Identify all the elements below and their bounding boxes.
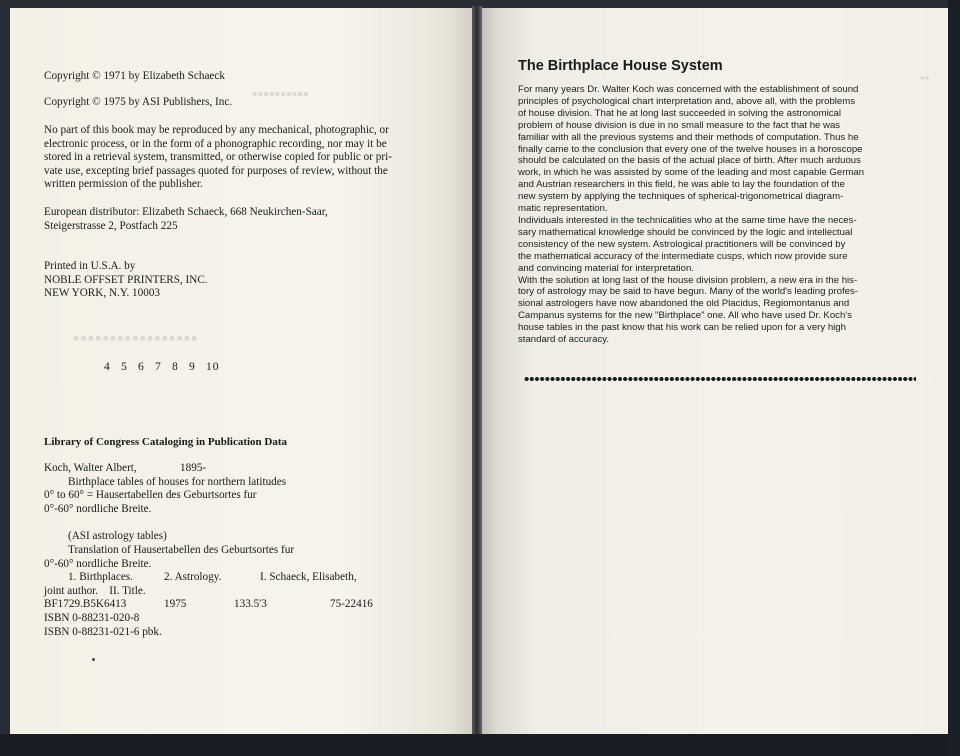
rights-line: stored in a retrieval system, transmitted, or otherwise copied for public or pri-: [44, 151, 392, 164]
cip-heading: Library of Congress Cataloging in Publication Data: [44, 436, 288, 448]
book-gutter: [472, 6, 482, 736]
printing-number: 6: [138, 360, 145, 373]
printing-number: 8: [172, 360, 179, 373]
bottom-edge: [0, 734, 960, 756]
body-line: standard of accuracy.: [518, 334, 610, 346]
body-line: sional astrologers have now abandoned the old Placidus, Regiomontanus and: [518, 298, 850, 310]
body-line: For many years Dr. Walter Koch was concerned with the establishment of sound: [518, 84, 859, 95]
printer-line: Printed in U.S.A. by: [44, 260, 136, 272]
cip-subjects-row: [44, 571, 444, 585]
body-line: should be calculated on the basis of the actual place of birth. After much arduous: [518, 155, 861, 167]
printing-number: 7: [155, 360, 162, 373]
distributor-line: Steigerstrasse 2, Postfach 225: [44, 219, 178, 232]
distributor-block: [44, 206, 436, 233]
cip-translation-line: 0°-60° nordliche Breite.: [44, 557, 152, 570]
cip-year: 1975: [164, 598, 187, 611]
printing-number: 5: [121, 360, 128, 373]
body-line: With the solution at long last of the house division problem, a new era in the his-: [518, 274, 858, 286]
rights-notice: [44, 124, 436, 192]
rights-line: vate use, excepting brief passages quoted for purposes of review, without the: [44, 164, 388, 177]
body-line: tory of astrology may be said to have begun. Many of the world's leading profes-: [518, 286, 858, 298]
cip-title-line: Birthplace tables of houses for northern latitudes: [68, 475, 287, 488]
body-line: principles of psychological chart interpretation and, above all, with the problems: [518, 95, 856, 107]
printing-number: 9: [189, 360, 196, 373]
bleed-through-title: ▪▪▪▪▪▪▪▪▪▪▪▪▪▪▪▪▪: [72, 328, 198, 348]
body-line: work, in which he was assisted by some of the leading and most capable German: [518, 167, 865, 179]
body-line: house tables in the past know that his work can be relied upon for a very high: [518, 322, 846, 334]
cip-subject: 2. Astrology.: [164, 571, 222, 584]
body-line: of house division. That he at long last succeeded in solving the astronomical: [518, 107, 842, 119]
body-line: sary mathematical knowledge should be convinced by the logic and intellectual: [518, 226, 853, 238]
body-text: [518, 84, 916, 346]
printing-number: 10: [206, 360, 220, 373]
dotted-divider: [524, 376, 916, 382]
print-speck: [92, 658, 95, 661]
body-line: the mathematical accuracy of the intermediate cusps, which now provide sure: [518, 250, 848, 262]
body-line: familiar with all the previous systems and their methods of computation. Thus he: [518, 131, 859, 143]
copyright-line-1971: Copyright © 1971 by Elizabeth Schaeck: [44, 70, 225, 82]
rights-line: written permission of the publisher.: [44, 178, 203, 191]
printer-block: [44, 260, 436, 301]
cip-call-number: BF1729.B5K6413: [44, 598, 127, 611]
distributor-line: European distributor: Elizabeth Schaeck, 668 Neukirchen-Saar,: [44, 206, 328, 218]
cip-dewey: 133.5'3: [234, 598, 267, 611]
rights-line: electronic process, or in the form of a phonographic recording, nor may it be: [44, 137, 387, 150]
body-line: and Austrian researchers in this field, he was able to lay the foundation of the: [518, 179, 845, 191]
cip-call-row: [44, 598, 444, 612]
cip-subject: 1. Birthplaces.: [68, 571, 133, 584]
cip-author-row: [44, 462, 444, 476]
body-line: problem of house division is due in no small measure to the fact that he was: [518, 119, 841, 131]
cip-title-line: 0°-60° nordliche Breite.: [44, 502, 152, 515]
cip-series: (ASI astrology tables): [68, 530, 167, 543]
cip-subject: I. Schaeck, Elisabeth,: [260, 571, 357, 584]
cip-lccn: 75-22416: [330, 598, 373, 611]
body-line: finally came to the conclusion that every one of the twelve houses in a horoscope: [518, 143, 863, 155]
bleed-through-right-edge: ▪▪: [920, 70, 930, 85]
cip-author: Koch, Walter Albert,: [44, 462, 137, 474]
cip-isbn: ISBN 0-88231-020-8: [44, 611, 140, 624]
body-line: Campanus systems for the new "Birthplace" one. All who have used Dr. Koch's: [518, 310, 852, 322]
cip-birth-year: 1895-: [180, 462, 207, 474]
printer-line: NOBLE OFFSET PRINTERS, INC.: [44, 273, 208, 286]
page-title: The Birthplace House System: [518, 58, 723, 74]
body-line: consistency of the new system. Astrological practitioners will be convinced by: [518, 238, 846, 250]
copyright-line-1975: Copyright © 1975 by ASI Publishers, Inc.: [44, 95, 233, 108]
rights-line: No part of this book may be reproduced by any mechanical, photographic, or: [44, 124, 389, 136]
body-line: new system by applying the techniques of spherical-trigonometrical diagram-: [518, 191, 844, 203]
cip-isbn: ISBN 0-88231-021-6 pbk.: [44, 625, 162, 638]
cip-title-line: 0° to 60° = Hausertabellen des Geburtsortes fur: [44, 489, 257, 502]
body-line: matic representation.: [518, 203, 608, 215]
body-line: Individuals interested in the technicalities who at the same time have the neces-: [518, 214, 857, 226]
printer-line: NEW YORK, N.Y. 10003: [44, 287, 161, 300]
body-line: and convincing material for interpretation.: [518, 262, 694, 274]
cip-block: [44, 462, 444, 639]
copyright-block: [44, 70, 434, 121]
cip-translation-line: Translation of Hausertabellen des Geburtsortes fur: [68, 543, 295, 556]
right-edge: [948, 0, 960, 756]
printing-number: 4: [104, 360, 111, 373]
printing-numbers: [104, 360, 223, 374]
bleed-through-heading: ▪▪▪▪▪▪▪▪▪▪: [252, 86, 309, 103]
cip-subjects-cont: joint author. II. Title.: [44, 584, 146, 597]
